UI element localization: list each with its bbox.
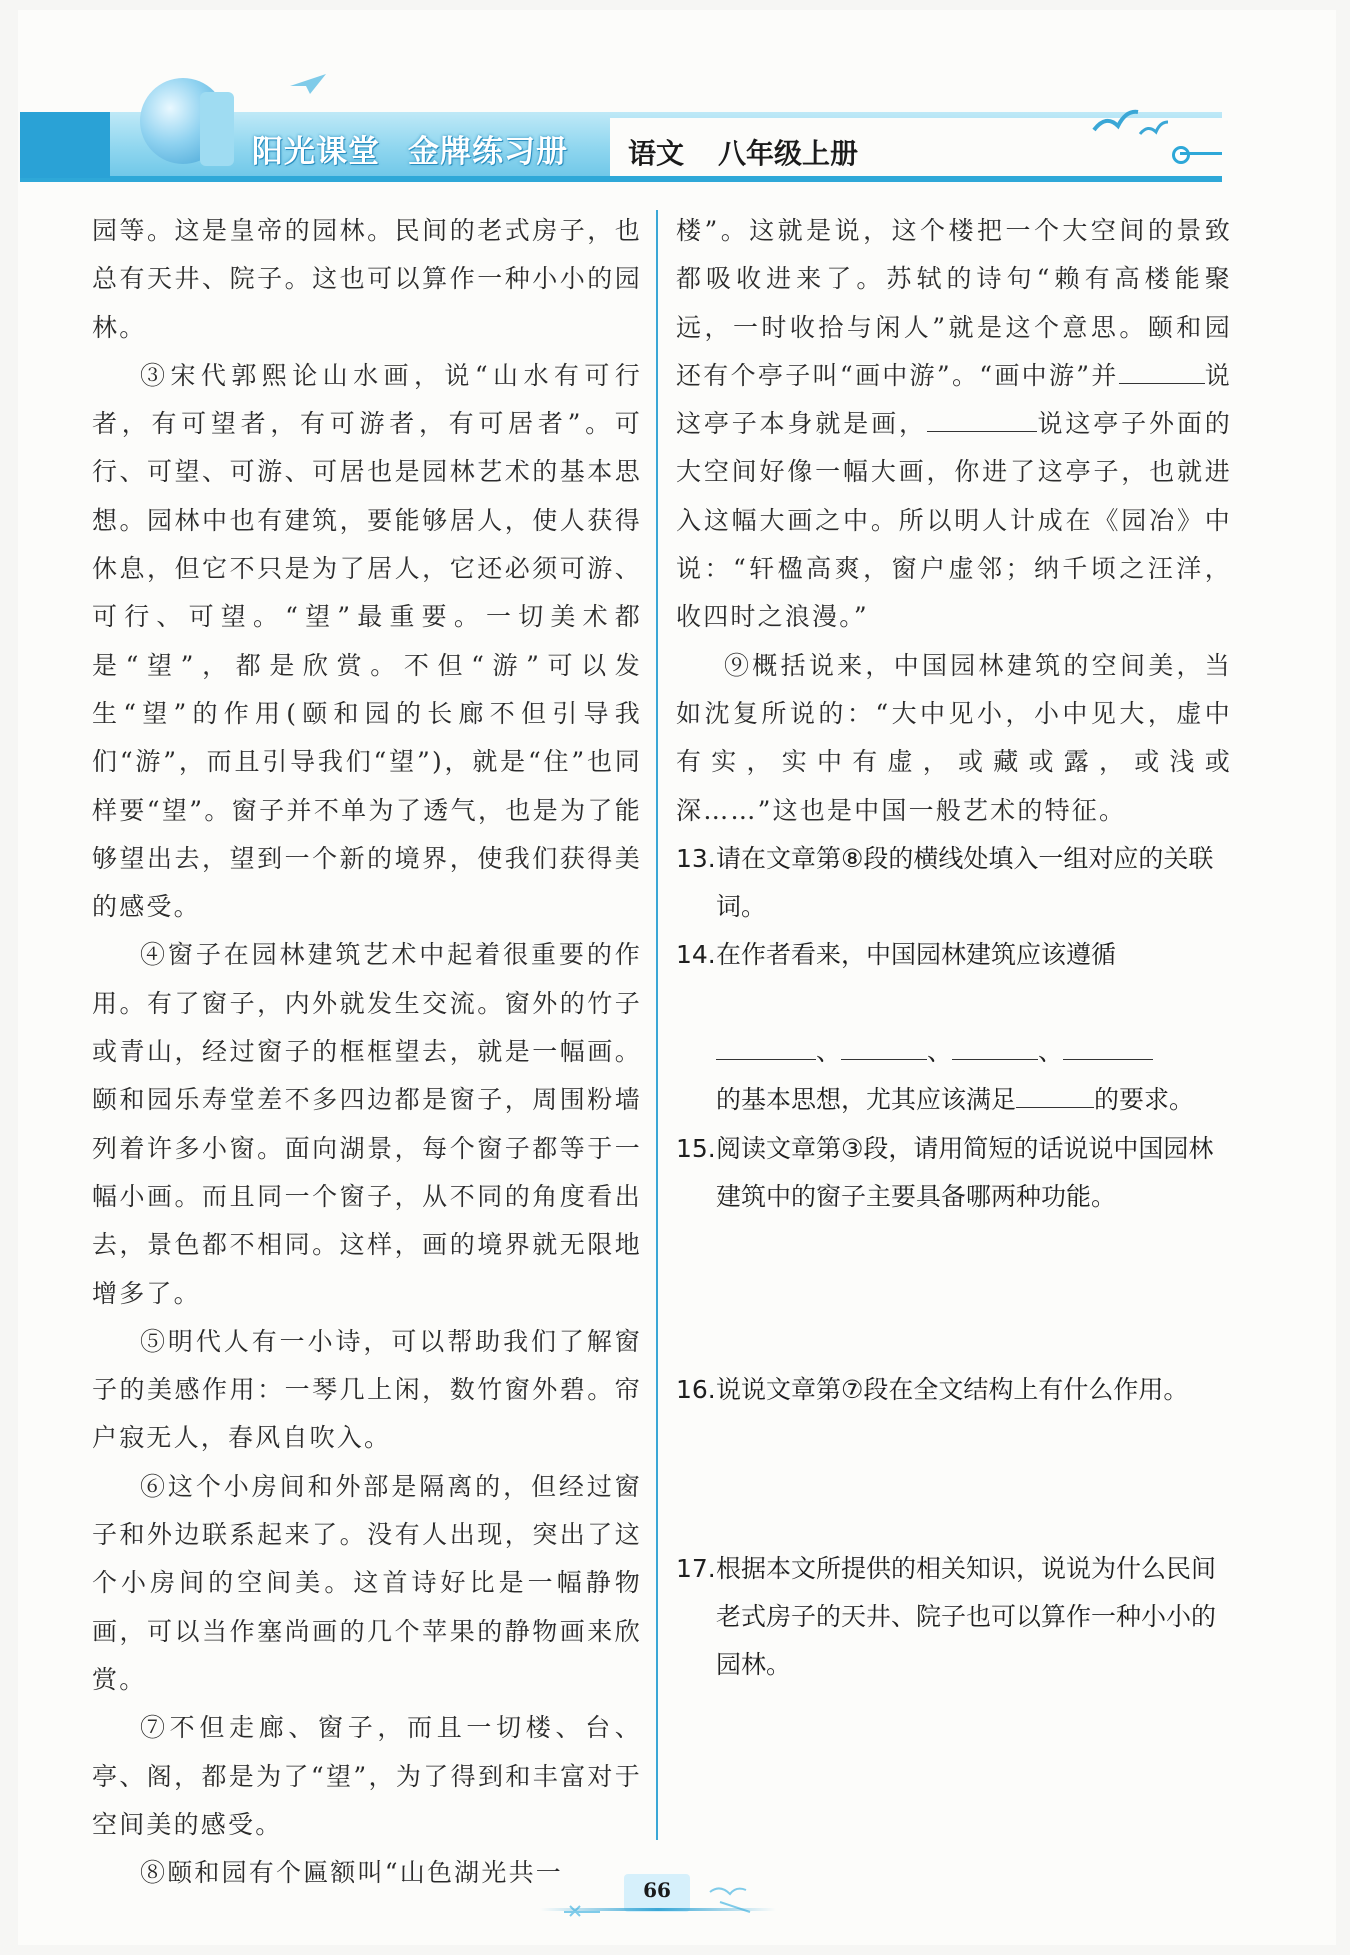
page-header bbox=[0, 0, 1350, 190]
brand-part2: 金牌练习册 bbox=[408, 134, 568, 170]
paper-plane-icon bbox=[288, 72, 328, 96]
brand-part1: 阳光课堂 bbox=[252, 134, 380, 170]
answer-space-16[interactable] bbox=[676, 1415, 1232, 1545]
question-15: 15. 阅读文章第③段，请用简短的话说说中国园林建筑中的窗子主要具备哪两种功能。 bbox=[676, 1133, 1214, 1211]
answer-blank-4[interactable] bbox=[1063, 1033, 1153, 1060]
fill-blank-2[interactable] bbox=[927, 405, 1037, 432]
question-16: 16. 说说文章第⑦段在全文结构上有什么作用。 bbox=[676, 1375, 1189, 1405]
header-underline bbox=[20, 176, 1222, 182]
paragraph-left-3: ④窗子在园林建筑艺术中起着很重要的作用。有了窗子，内外就发生交流。窗外的竹子或青山，经过窗子的框框望去，就是一幅画。颐和园乐寿堂差不多四边都是窗子，周围粉墙列着许多小窗。面向湖景，每个窗子都等于一幅小画。而且同一个窗子，从不同的角度看出去，景色都不相同。这样，画的境界就无限地增多了。 bbox=[92, 940, 642, 1308]
subject-label: 语文 bbox=[628, 137, 685, 170]
answer-blank-5[interactable] bbox=[1016, 1081, 1094, 1108]
paragraph-8-continued: 楼”。这就是说，这个楼把一个大空间的景致都吸收进来了。苏轼的诗句“赖有高楼能聚远，一时收拾与闲人”就是这个意思。颐和园还有个亭子叫“画中游”。“画中游”并 说这亭子本身就是画， 说这亭子外面的大空间好像一幅大画，你进了这亭子，也就进入这幅大画之中。所以明人计成在《园冶》中说：“轩楹高爽，窗户虚邻；纳千顷之汪洋，收四时之浪漫。” bbox=[676, 216, 1232, 632]
separator: 、 bbox=[816, 1037, 842, 1067]
footer-line bbox=[540, 1908, 776, 1911]
lamp-icon bbox=[200, 92, 234, 166]
paragraph-left-1: 园等。这是皇帝的园林。民间的老式房子，也总有天井、院子。这也可以算作一种小小的园林。 bbox=[92, 216, 642, 342]
brand-title bbox=[252, 126, 568, 171]
answer-blank-1[interactable] bbox=[716, 1033, 816, 1060]
header-dot-icon bbox=[1172, 146, 1190, 164]
separator: 、 bbox=[1038, 1037, 1064, 1067]
paragraph-9: ⑨概括说来，中国园林建筑的空间美，当如沈复所说的：“大中见小，小中见大，虚中有实，实中有虚，或藏或露，或浅或深……”这也是中国一般艺术的特征。 bbox=[676, 650, 1232, 825]
birds-icon bbox=[1090, 100, 1170, 150]
question-14: 14. 在作者看来，中国园林建筑应该遵循 、 、 、 的基本思想，尤其应该满足 的要求。 bbox=[676, 940, 1195, 1115]
question-13: 13. 请在文章第⑧段的横线处填入一组对应的关联词。 bbox=[676, 843, 1214, 922]
paragraph-left-2: ③宋代郭熙论山水画，说“山水有可行者，有可望者，有可游者，有可居者”。可行、可望、可游、可居也是园林艺术的基本思想。园林中也有建筑，要能够居人，使人获得休息，但它不只是为了居人，它还必须可游、可行、可望。“望”最重要。一切美术都是“望”，都是欣赏。不但“游”可以发生“望”的作用(颐和园的长廊不但引导我们“游”，而且引导我们“望”)，就是“住”也同样要“望”。窗子并不单为了透气，也是为了能够望出去，望到一个新的境界，使我们获得美的感受。 bbox=[92, 360, 642, 922]
column-divider bbox=[656, 210, 658, 1840]
answer-blank-3[interactable] bbox=[952, 1033, 1038, 1060]
right-column bbox=[676, 207, 1232, 1689]
answer-space-15[interactable] bbox=[676, 1221, 1232, 1366]
separator: 、 bbox=[927, 1037, 953, 1067]
paragraph-left-4: ⑤明代人有一小诗，可以帮助我们了解窗子的美感作用：一琴几上闲，数竹窗外碧。帘户寂无人，春风自吹入。 bbox=[92, 1326, 642, 1453]
paragraph-left-7: ⑧颐和园有个匾额叫“山色湖光共一 bbox=[140, 1858, 563, 1888]
grade-label: 八年级上册 bbox=[718, 137, 859, 170]
page-number: 66 bbox=[643, 1878, 671, 1902]
header-left-strip bbox=[20, 112, 110, 178]
fill-blank-1[interactable] bbox=[1119, 357, 1205, 384]
header-line bbox=[1180, 152, 1222, 155]
answer-blank-2[interactable] bbox=[841, 1033, 927, 1060]
paragraph-left-5: ⑥这个小房间和外部是隔离的，但经过窗子和外边联系起来了。没有人出现，突出了这个小房间的空间美。这首诗好比是一幅静物画，可以当作塞尚画的几个苹果的静物画来欣赏。 bbox=[92, 1471, 642, 1694]
paragraph-left-6: ⑦不但走廊、窗子，而且一切楼、台、亭、阁，都是为了“望”，为了得到和丰富对于空间美的感受。 bbox=[92, 1713, 642, 1839]
left-column bbox=[92, 207, 642, 1897]
question-17: 17. 根据本文所提供的相关知识，说说为什么民间老式房子的天井、院子也可以算作一种小小的园林。 bbox=[676, 1553, 1217, 1680]
